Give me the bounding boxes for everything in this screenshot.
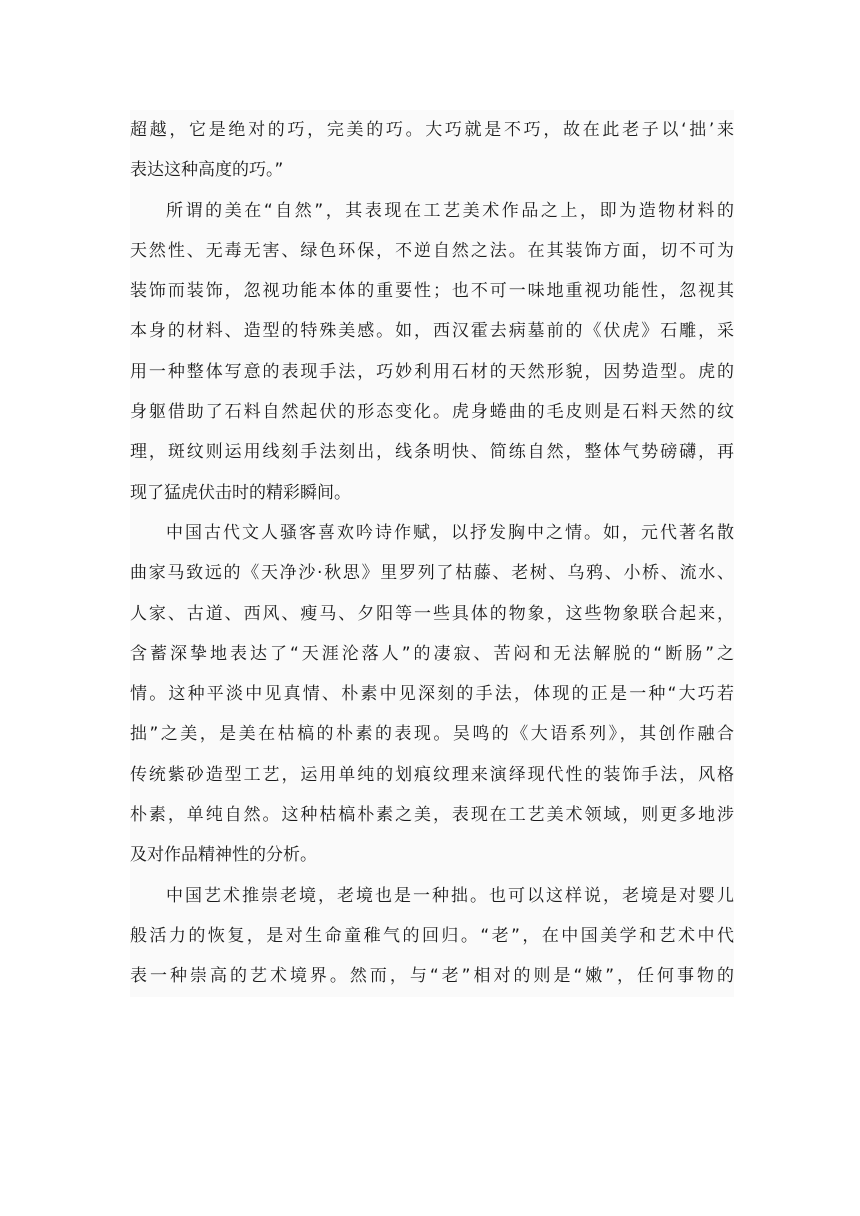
text-line: 天然性、无毒无害、绿色环保，不逆自然之法。在其装饰方面，切不可为 <box>130 240 734 261</box>
paragraph-first-line: 中国古代文人骚客喜欢吟诗作赋，以抒发胸中之情。如，元代著名散 <box>166 522 734 543</box>
paragraph-first-line: 所谓的美在“自然”，其表现在工艺美术作品之上，即为造物材料的 <box>166 200 734 221</box>
text-line: 传统紫砂造型工艺，运用单纯的划痕纹理来演绎现代性的装饰手法，风格 <box>130 764 734 785</box>
text-line: 人家、古道、西风、瘦马、夕阳等一些具体的物象，这些物象联合起来， <box>130 603 734 624</box>
paragraph-first-line: 中国艺术推崇老境，老境也是一种拙。也可以这样说，老境是对婴儿 <box>166 885 734 906</box>
text-line: 表一种崇高的艺术境界。然而，与“老”相对的则是“嫩”，任何事物的 <box>130 966 734 987</box>
text-line: 理，斑纹则运用线刻手法刻出，线条明快、简练自然，整体气势磅礴，再 <box>130 442 734 463</box>
text-line: 装饰而装饰，忽视功能本体的重要性；也不可一味地重视功能性，忽视其 <box>130 281 734 302</box>
text-line: 及对作品精神性的分析。 <box>130 845 317 866</box>
text-line: 用一种整体写意的表现手法，巧妙利用石材的天然形貌，因势造型。虎的 <box>130 361 734 382</box>
text-line: 身躯借助了石料自然起伏的形态变化。虎身蜷曲的毛皮则是石料天然的纹 <box>130 402 734 423</box>
text-line: 含蓄深挚地表达了“天涯沦落人”的凄寂、苦闷和无法解脱的“断肠”之 <box>130 643 734 664</box>
text-line: 现了猛虎伏击时的精彩瞬间。 <box>130 482 351 503</box>
text-line: 拙”之美，是美在枯槁的朴素的表现。吴鸣的《大语系列》，其创作融合 <box>130 724 734 745</box>
text-line: 超越，它是绝对的巧，完美的巧。大巧就是不巧，故在此老子以‘拙’来 <box>130 120 734 140</box>
text-line: 朴素，单纯自然。这种枯槁朴素之美，表现在工艺美术领域，则更多地涉 <box>130 805 734 826</box>
text-line: 本身的材料、造型的特殊美感。如，西汉霍去病墓前的《伏虎》石雕，采 <box>130 321 734 342</box>
text-line: 般活力的恢复，是对生命童稚气的回归。“老”，在中国美学和艺术中代 <box>130 925 734 946</box>
text-line: 表达这种高度的巧。” <box>130 160 284 181</box>
article-body <box>130 110 734 997</box>
text-line: 曲家马致远的《天净沙·秋思》里罗列了枯藤、老树、乌鸦、小桥、流水、 <box>130 563 734 584</box>
text-line: 情。这种平淡中见真情、朴素中见深刻的手法，体现的正是一种“大巧若 <box>130 684 734 705</box>
